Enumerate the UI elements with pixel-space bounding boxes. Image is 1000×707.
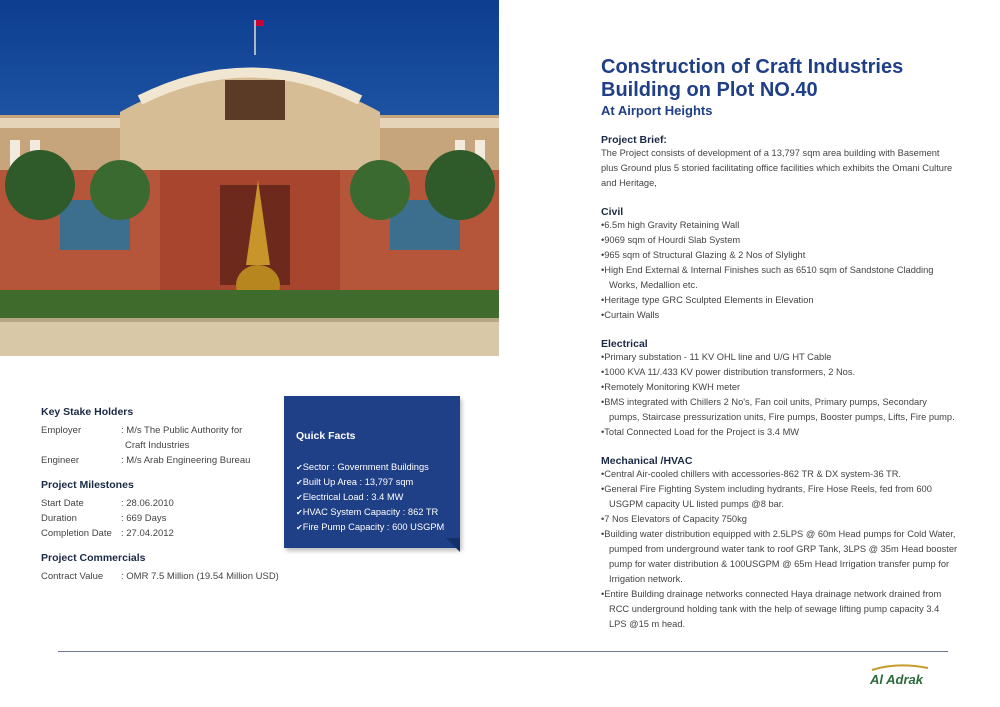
project-title [601,56,959,102]
row-label: Duration [41,513,77,524]
list-item: • BMS integrated with Chillers 2 No's, Fan coil units, Primary pumps, Secondary pumps, Staircase pressurization units, Fire pumps, Booster pumps, Lifts, Fire pump. [601,395,959,425]
commercials-heading: Project Commercials [41,552,146,564]
milestone-row [41,526,281,541]
civil-heading: Civil [601,206,624,218]
quick-fact-item: ✔ Built Up Area : 13,797 sqm [296,475,444,490]
list-item: • 7 Nos Elevators of Capacity 750kg [601,512,959,527]
mechanical-heading: Mechanical /HVAC [601,455,693,467]
quick-facts-card [284,396,460,548]
row-value: : OMR 7.5 Million (19.54 Million USD) [121,571,279,582]
row-label: Contract Value [41,571,104,582]
al-adrak-logo [866,660,936,690]
list-item: • High End External & Internal Finishes such as 6510 sqm of Sandstone Cladding Works, Medallion etc. [601,263,959,293]
mechanical-list [601,467,959,632]
footer-divider [58,651,948,652]
brief-text: The Project consists of development of a 13,797 sqm area building with Basement plus Ground plus 5 storied facilitating office facilities which exhibits the Omani Culture and Heritage, [601,148,953,188]
left-info [41,405,281,584]
quick-fact-item: ✔ Sector : Government Buildings [296,460,444,475]
title-line-1: Construction of Craft Industries [601,56,904,78]
quick-facts-list [296,460,444,535]
list-item: • 1000 KVA 11/.433 KV power distribution transformers, 2 Nos. [601,365,959,380]
project-details [601,56,959,632]
page-fold [446,538,460,552]
row-value: : 669 Days [121,513,167,524]
row-label: Employer [41,425,82,436]
list-item: • Curtain Walls [601,308,959,323]
title-line-2: Building on Plot NO.40 [601,79,818,101]
row-label: Completion Date [41,528,112,539]
list-item: • Entire Building drainage networks connected Haya drainage network drained from RCC underground holding tank with the help of sewage lifting pump capacity 3.4 LPS @15 m head. [601,587,959,632]
milestones-heading: Project Milestones [41,479,134,491]
list-item: • 6.5m high Gravity Retaining Wall [601,218,959,233]
milestone-row [41,496,281,511]
list-item: • Total Connected Load for the Project is 3.4 MW [601,425,959,440]
stakeholder-row [41,423,281,453]
row-label: Engineer [41,455,80,466]
electrical-heading: Electrical [601,338,648,350]
list-item: • Central Air-cooled chillers with accessories-862 TR & DX system-36 TR. [601,467,959,482]
list-item: • Primary substation - 11 KV OHL line and U/G HT Cable [601,350,959,365]
logo-text: Al Adrak [870,672,923,687]
brief-heading: Project Brief: [601,134,667,146]
list-item: • Heritage type GRC Sculpted Elements in Elevation [601,293,959,308]
row-value: : 27.04.2012 [121,528,174,539]
row-value: : 28.06.2010 [121,498,174,509]
list-item: • 9069 sqm of Hourdi Slab System [601,233,959,248]
milestone-row [41,511,281,526]
quick-fact-item: ✔ HVAC System Capacity : 862 TR [296,505,444,520]
commercial-row [41,569,281,584]
stakeholders-heading: Key Stake Holders [41,406,134,418]
quick-fact-item: ✔ Electrical Load : 3.4 MW [296,490,444,505]
list-item: • General Fire Fighting System including hydrants, Fire Hose Reels, fed from 600 USGPM capacity UL listed pumps @8 bar. [601,482,959,512]
civil-list [601,218,959,323]
list-item: • Remotely Monitoring KWH meter [601,380,959,395]
employer-value-cont: Craft Industries [125,440,190,451]
project-subtitle: At Airport Heights [601,103,713,118]
employer-value: : M/s The Public Authority for [121,425,243,436]
quick-fact-item: ✔ Fire Pump Capacity : 600 USGPM [296,520,444,535]
building-photo [0,0,499,356]
list-item: • Building water distribution equipped with 2.5LPS @ 60m Head pumps for Cold Water, pumped from underground water tank to roof GRP Tank, 3LPS @ 35m Head booster pump for water distribution & 100USGPM @ 65m Head Irrigation transfer pump for Irrigation network. [601,527,959,587]
row-value [121,423,281,453]
row-label: Start Date [41,498,84,509]
stakeholder-row [41,453,281,468]
list-item: • 965 sqm of Structural Glazing & 2 Nos of Slylight [601,248,959,263]
quick-facts-title: Quick Facts [296,430,356,442]
electrical-list [601,350,959,440]
row-value: : M/s Arab Engineering Bureau [121,455,251,466]
